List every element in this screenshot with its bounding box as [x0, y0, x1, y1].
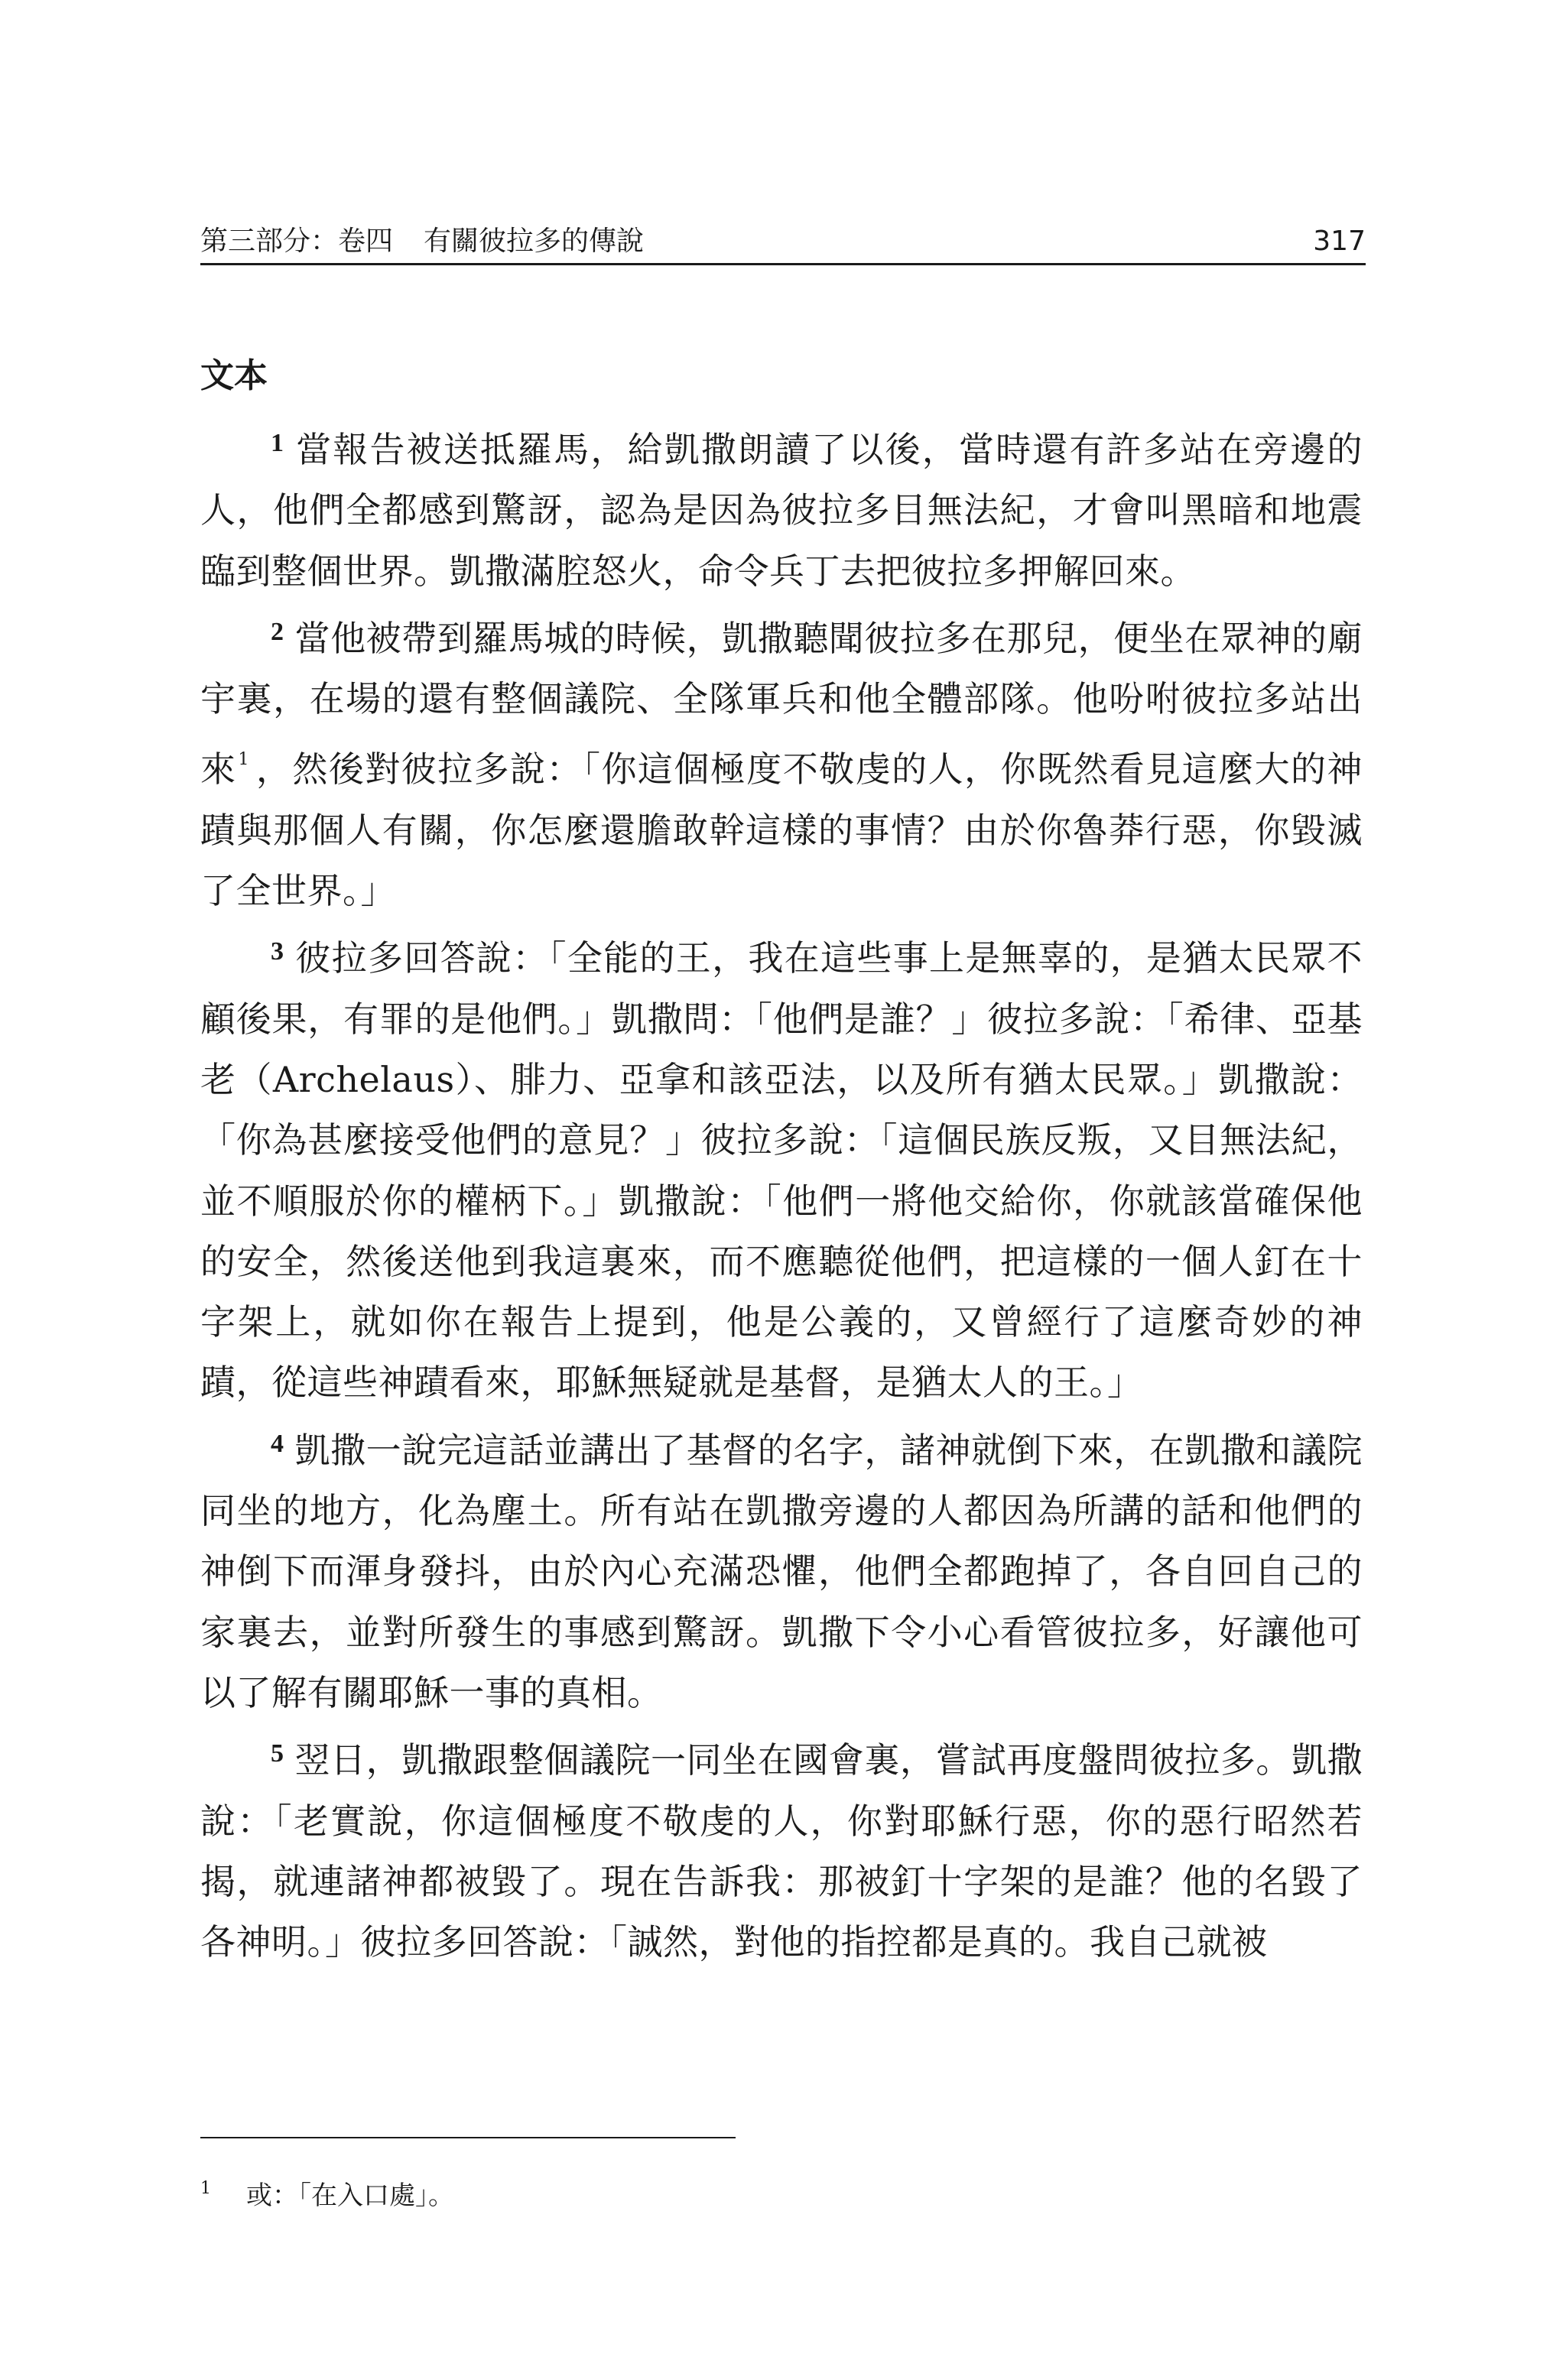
- running-header: [200, 220, 1366, 265]
- verse-number: 2: [271, 617, 284, 646]
- verse-number: 4: [271, 1429, 284, 1458]
- header-left: [200, 220, 644, 263]
- header-title: 有關彼拉多的傳說: [424, 226, 645, 257]
- paragraph-text: 當報告被送抵羅馬，給凱撒朗讀了以後，當時還有許多站在旁邊的人，他們全都感到驚訝，認為是因為彼拉多目無法紀，才會叫黑暗和地震臨到整個世界。凱撒滿腔怒火，命令兵丁去把彼拉多押解回來。: [200, 429, 1363, 592]
- verse-number: 5: [271, 1739, 284, 1768]
- paragraph-1: [200, 413, 1363, 602]
- footnote-divider: [200, 2137, 736, 2138]
- paragraph-text: 彼拉多回答說：「全能的王，我在這些事上是無辜的，是猶太民眾不顧後果，有罪的是他們。」凱撒問：「他們是誰？」彼拉多說：「希律、亞基老（Archelaus）、腓力、亞拿和該亞法，以及所有猶太民眾。」凱撒說：「你為甚麼接受他們的意見？」彼拉多說：「這個民族反叛，又目無法紀，並不順服於你的權柄下。」凱撒說：「他們一將他交給你，你就該當確保他的安全，然後送他到我這裏來，而不應聽從他們，把這樣的一個人釘在十字架上，就如你在報告上提到，他是公義的，又曾經行了這麼奇妙的神蹟，從這些神蹟看來，耶穌無疑就是基督，是猶太人的王。」: [200, 937, 1363, 1404]
- body-text: [200, 413, 1363, 1973]
- verse-number: 3: [271, 937, 284, 966]
- section-title: 文本: [200, 356, 268, 395]
- footnote-text: 或：「在入口處」。: [246, 2180, 454, 2211]
- paragraph-text: 當他被帶到羅馬城的時候，凱撒聽聞彼拉多在那兒，便坐在眾神的廟宇裏，在場的還有整個議院、全隊軍兵和他全體部隊。他吩咐彼拉多站出來: [200, 617, 1363, 791]
- verse-number: 1: [271, 429, 284, 457]
- paragraph-3: [200, 921, 1363, 1413]
- footnote-mark: 1: [200, 2179, 211, 2198]
- footnote: [200, 2170, 454, 2215]
- paragraph-text: ，然後對彼拉多說：「你這個極度不敬虔的人，你既然看見這麼大的神蹟與那個人有關，你怎麼還膽敢幹這樣的事情？由於你魯莽行惡，你毀滅了全世界。」: [200, 748, 1363, 912]
- header-part: 第三部分：卷四: [200, 226, 394, 257]
- paragraph-4: [200, 1414, 1363, 1723]
- paragraph-text: 翌日，凱撒跟整個議院一同坐在國會裏，嘗試再度盤問彼拉多。凱撒說：「老實說，你這個極度不敬虔的人，你對耶穌行惡，你的惡行昭然若揭，就連諸神都被毀了。現在告訴我：那被釘十字架的是誰？他的名毀了各神明。」彼拉多回答說：「誠然，對他的指控都是真的。我自己就被: [200, 1739, 1363, 1963]
- footnote-reference[interactable]: 1: [238, 750, 249, 770]
- paragraph-5: [200, 1723, 1363, 1973]
- paragraph-text: 凱撒一說完這話並講出了基督的名字，諸神就倒下來，在凱撒和議院同坐的地方，化為塵土。所有站在凱撒旁邊的人都因為所講的話和他們的神倒下而渾身發抖，由於內心充滿恐懼，他們全都跑掉了，各自回自己的家裏去，並對所發生的事感到驚訝。凱撒下令小心看管彼拉多，好讓他可以了解有關耶穌一事的真相。: [200, 1429, 1363, 1713]
- paragraph-2: [200, 602, 1363, 921]
- page-number: 317: [1313, 226, 1366, 257]
